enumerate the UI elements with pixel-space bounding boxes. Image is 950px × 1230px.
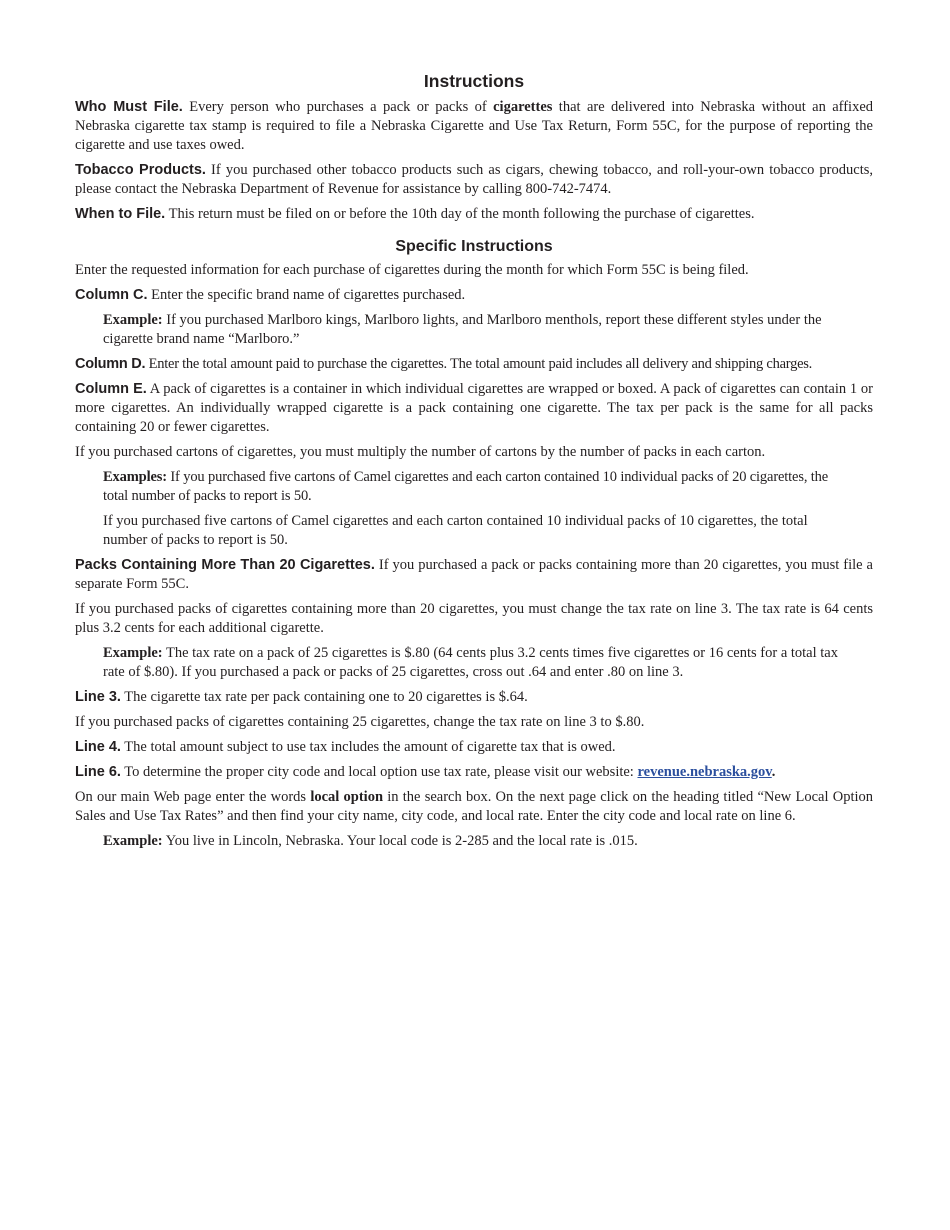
column-d-text: Enter the total amount paid to purchase the cigarettes. The total amount paid includes all delivery and shipping charges. (145, 356, 813, 372)
column-d-heading: Column D. (75, 356, 146, 372)
who-must-file-bold: cigarettes (493, 99, 553, 115)
line-3-heading: Line 3. (75, 689, 121, 705)
page-title: Instructions (423, 71, 525, 91)
column-e-paragraph (75, 380, 873, 437)
column-c-example (103, 311, 845, 349)
specific-instructions-title: Specific Instructions (395, 238, 553, 255)
instructions-page (75, 70, 873, 857)
column-c-example-text: If you purchased Marlboro kings, Marlboro lights, and Marlboro menthols, report these different styles under the cigarette brand name “Marlboro.” (103, 312, 822, 347)
lincoln-example-text: You live in Lincoln, Nebraska. Your local code is 2-285 and the local rate is .015. (162, 833, 638, 849)
local-option-paragraph (75, 788, 873, 826)
packs-more-heading: Packs Containing More Than 20 Cigarettes. (75, 557, 375, 573)
lincoln-example-label: Example: (103, 833, 163, 849)
who-must-file-paragraph (75, 98, 873, 155)
line-6-text: To determine the proper city code and local option use tax rate, please visit our website: (120, 764, 638, 780)
line-4-heading: Line 4. (75, 739, 121, 755)
packs-example-text: The tax rate on a pack of 25 cigarettes is $.80 (64 cents plus 3.2 cents times five cigarettes or 16 cents for a total tax rate of $.80). If you purchased a pack or packs of 25 cigarettes, cross out .64 and enter .80 on line 3. (103, 645, 838, 680)
line-4-text: The total amount subject to use tax includes the amount of cigarette tax that is owed. (120, 739, 616, 755)
column-e-heading: Column E. (75, 381, 147, 397)
packs-more-text: If you purchased a pack or packs containing more than 20 cigarettes, you must file a separate Form 55C. (75, 557, 873, 592)
column-c-paragraph (75, 286, 873, 305)
local-option-text-b: in the search box. On the next page click on the heading titled “New Local Option Sales and Use Tax Rates” and then find your city name, city code, and local rate. Enter the city code and local rate on line 6. (75, 789, 874, 824)
tobacco-products-heading: Tobacco Products. (75, 162, 206, 178)
who-must-file-text-b: that are delivered into Nebraska without an affixed Nebraska cigarette tax stamp is required to file a Nebraska Cigarette and Use Tax Return, Form 55C, for the purpose of reporting the cigarette and use taxes owed. (75, 99, 874, 153)
line-6-heading: Line 6. (75, 764, 121, 780)
lincoln-example (103, 832, 845, 851)
tobacco-products-paragraph (75, 161, 873, 199)
line-3-text: The cigarette tax rate per pack containing one to 20 cigarettes is $.64. (120, 689, 528, 705)
specific-intro: Enter the requested information for each purchase of cigarettes during the month for which Form 55C is being filed. (75, 262, 749, 278)
line-3-paragraph (75, 688, 873, 707)
local-option-text-a: On our main Web page enter the words (75, 789, 311, 805)
when-to-file-text: This return must be filed on or before the 10th day of the month following the purchase of cigarettes. (165, 206, 755, 222)
local-option-bold: local option (310, 789, 384, 805)
when-to-file-heading: When to File. (75, 206, 166, 222)
column-c-heading: Column C. (75, 287, 148, 303)
cartons-example-1 (103, 468, 845, 506)
cartons-paragraph: If you purchased cartons of cigarettes, you must multiply the number of cartons by the number of packs in each carton. (75, 444, 766, 460)
packs-example (103, 644, 845, 682)
line-6-end: . (771, 764, 776, 780)
line-4-paragraph (75, 738, 873, 757)
line-6-paragraph (75, 763, 873, 782)
packs-example-label: Example: (103, 645, 163, 661)
cartons-example-label: Examples: (103, 469, 167, 485)
packs-more-paragraph (75, 556, 873, 594)
column-d-paragraph (75, 355, 873, 374)
when-to-file-paragraph (75, 205, 873, 224)
who-must-file-text-a: Every person who purchases a pack or packs of (182, 99, 494, 115)
who-must-file-heading: Who Must File. (75, 99, 183, 115)
packs-more-paragraph-2: If you purchased packs of cigarettes containing more than 20 cigarettes, you must change the tax rate on line 3. The tax rate is 64 cents plus 3.2 cents for each additional cigarette. (75, 601, 873, 636)
column-c-example-label: Example: (103, 312, 163, 328)
line-3-paragraph-2: If you purchased packs of cigarettes containing 25 cigarettes, change the tax rate on line 3 to $.80. (75, 714, 645, 730)
column-e-text: A pack of cigarettes is a container in which individual cigarettes are wrapped or boxed. A pack of cigarettes can contain 1 or more cigarettes. An individually wrapped cigarette is a pack containing one cigarette. The tax per pack is the same for all packs containing 20 or fewer cigarettes. (75, 381, 873, 435)
column-c-text: Enter the specific brand name of cigarettes purchased. (147, 287, 466, 303)
cartons-example-text-1: If you purchased five cartons of Camel cigarettes and each carton contained 10 individual packs of 20 cigarettes, the total number of packs to report is 50. (103, 469, 829, 504)
revenue-website-link[interactable]: revenue.nebraska.gov (637, 764, 772, 780)
cartons-example-2: If you purchased five cartons of Camel cigarettes and each carton contained 10 individual packs of 10 cigarettes, the total number of packs to report is 50. (103, 513, 808, 548)
tobacco-products-text: If you purchased other tobacco products such as cigars, chewing tobacco, and roll-your-own tobacco products, please contact the Nebraska Department of Revenue for assistance by calling 800-742-7474. (75, 162, 873, 197)
